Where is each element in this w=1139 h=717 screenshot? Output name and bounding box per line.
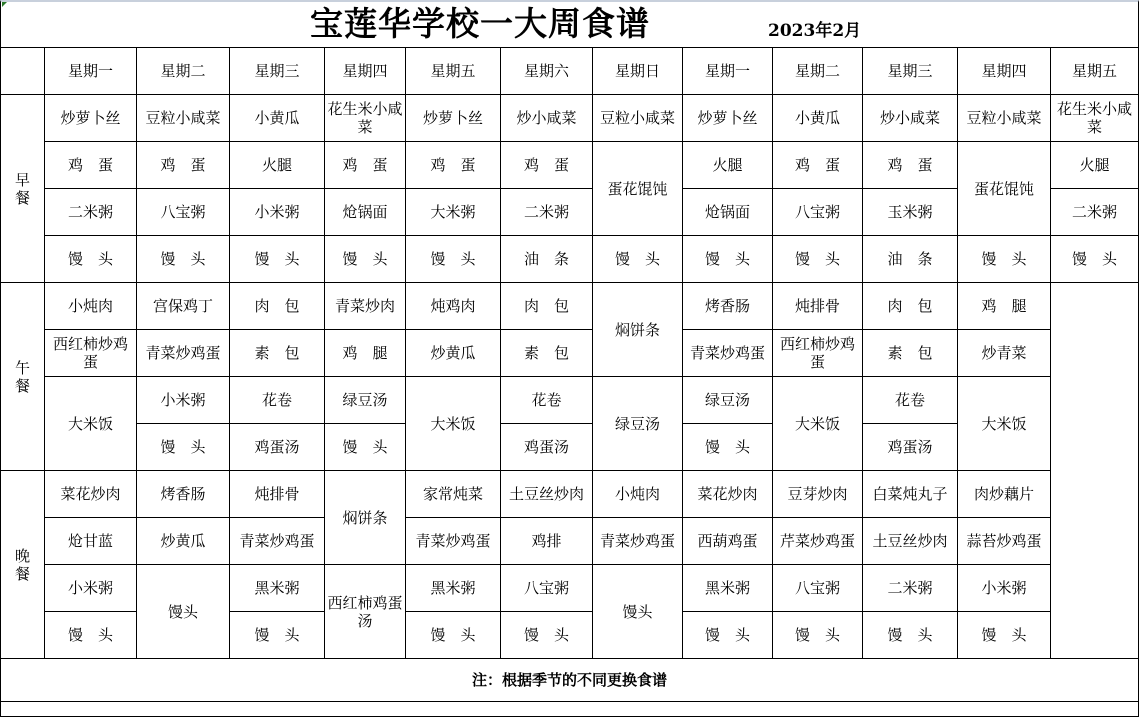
table-header-row <box>1 48 1139 95</box>
menu-cell[interactable]: 馒 头 <box>501 612 593 659</box>
menu-cell[interactable]: 宫保鸡丁 <box>137 283 230 330</box>
menu-cell[interactable]: 小黄瓜 <box>773 95 863 142</box>
menu-cell[interactable]: 花生米小咸菜 <box>1051 95 1139 142</box>
menu-cell[interactable]: 小米粥 <box>230 189 325 236</box>
menu-cell[interactable]: 馒 头 <box>137 424 230 471</box>
menu-cell-merged[interactable]: 大米饭 <box>958 377 1051 471</box>
menu-cell[interactable]: 炝锅面 <box>683 189 773 236</box>
menu-cell[interactable]: 青菜炒鸡蛋 <box>406 518 501 565</box>
column-header[interactable]: 星期二 <box>137 48 230 95</box>
dinner-row-1 <box>1 471 1139 518</box>
menu-cell[interactable]: 鸡 腿 <box>958 283 1051 330</box>
menu-cell[interactable]: 馒 头 <box>230 612 325 659</box>
menu-cell[interactable]: 西葫鸡蛋 <box>683 518 773 565</box>
menu-cell-merged[interactable]: 大米饭 <box>773 377 863 471</box>
menu-cell[interactable]: 炖鸡肉 <box>406 283 501 330</box>
menu-cell[interactable]: 馒 头 <box>137 236 230 283</box>
dinner-row-2 <box>1 518 1139 565</box>
menu-cell[interactable]: 馒 头 <box>683 612 773 659</box>
menu-cell[interactable]: 馒 头 <box>683 424 773 471</box>
menu-cell[interactable]: 油 条 <box>501 236 593 283</box>
menu-cell[interactable]: 鸡 蛋 <box>406 142 501 189</box>
menu-cell-merged[interactable]: 大米饭 <box>45 377 137 471</box>
menu-cell[interactable]: 小米粥 <box>958 565 1051 612</box>
menu-cell[interactable]: 肉炒藕片 <box>958 471 1051 518</box>
menu-cell[interactable]: 豆粒小咸菜 <box>593 95 683 142</box>
menu-cell[interactable]: 鸡蛋汤 <box>230 424 325 471</box>
menu-cell[interactable]: 鸡 蛋 <box>325 142 406 189</box>
menu-cell[interactable]: 炒小咸菜 <box>863 95 958 142</box>
menu-date: 2023年2月 <box>768 21 862 41</box>
menu-cell[interactable]: 八宝粥 <box>773 189 863 236</box>
menu-cell[interactable]: 鸡 蛋 <box>773 142 863 189</box>
menu-cell[interactable]: 花卷 <box>863 377 958 424</box>
menu-cell[interactable]: 土豆丝炒肉 <box>501 471 593 518</box>
menu-cell[interactable]: 黑米粥 <box>683 565 773 612</box>
menu-cell[interactable]: 馒 头 <box>773 236 863 283</box>
column-header[interactable]: 星期五 <box>406 48 501 95</box>
menu-cell[interactable]: 炖排骨 <box>773 283 863 330</box>
menu-cell[interactable]: 白菜炖丸子 <box>863 471 958 518</box>
cell-selection-marker <box>2 2 7 7</box>
menu-cell[interactable]: 炒萝卜丝 <box>45 95 137 142</box>
menu-cell[interactable]: 鸡蛋汤 <box>501 424 593 471</box>
menu-cell[interactable]: 芹菜炒鸡蛋 <box>773 518 863 565</box>
menu-cell[interactable]: 馒 头 <box>593 236 683 283</box>
menu-cell[interactable]: 馒 头 <box>958 612 1051 659</box>
menu-cell[interactable]: 馒 头 <box>230 236 325 283</box>
menu-cell[interactable]: 豆芽炒肉 <box>773 471 863 518</box>
column-header[interactable]: 星期三 <box>230 48 325 95</box>
meal-label-dinner[interactable]: 晚餐 <box>1 471 45 659</box>
menu-cell[interactable]: 黑米粥 <box>406 565 501 612</box>
menu-cell[interactable]: 花卷 <box>501 377 593 424</box>
menu-cell[interactable]: 馒 头 <box>1051 236 1139 283</box>
menu-cell[interactable]: 八宝粥 <box>501 565 593 612</box>
menu-cell[interactable]: 青菜炒鸡蛋 <box>593 518 683 565</box>
empty-cell[interactable] <box>1051 283 1139 659</box>
menu-cell[interactable]: 肉 包 <box>501 283 593 330</box>
menu-cell[interactable]: 菜花炒肉 <box>45 471 137 518</box>
menu-cell[interactable]: 馒 头 <box>863 612 958 659</box>
menu-cell[interactable]: 鸡 腿 <box>325 330 406 377</box>
menu-cell[interactable]: 烤香肠 <box>683 283 773 330</box>
menu-cell[interactable]: 炝锅面 <box>325 189 406 236</box>
menu-cell-merged[interactable]: 西红柿鸡蛋汤 <box>325 565 406 659</box>
menu-cell[interactable]: 玉米粥 <box>863 189 958 236</box>
menu-cell[interactable]: 馒 头 <box>773 612 863 659</box>
menu-cell[interactable]: 炒黄瓜 <box>406 330 501 377</box>
footer-row <box>1 659 1139 702</box>
menu-cell[interactable]: 蒜苔炒鸡蛋 <box>958 518 1051 565</box>
meal-label-lunch[interactable]: 午餐 <box>1 283 45 471</box>
meal-label-breakfast[interactable]: 早餐 <box>1 95 45 283</box>
menu-cell[interactable]: 肉 包 <box>230 283 325 330</box>
menu-cell[interactable]: 鸡 蛋 <box>45 142 137 189</box>
menu-cell[interactable]: 馒 头 <box>683 236 773 283</box>
menu-cell[interactable]: 馒 头 <box>406 236 501 283</box>
column-header[interactable]: 星期四 <box>958 48 1051 95</box>
menu-cell[interactable]: 二米粥 <box>45 189 137 236</box>
menu-cell[interactable]: 二米粥 <box>501 189 593 236</box>
menu-cell[interactable]: 素 包 <box>230 330 325 377</box>
menu-cell[interactable]: 青菜炒鸡蛋 <box>683 330 773 377</box>
menu-cell[interactable]: 鸡 蛋 <box>137 142 230 189</box>
column-header[interactable]: 星期六 <box>501 48 593 95</box>
menu-cell[interactable]: 花卷 <box>230 377 325 424</box>
menu-cell-merged[interactable]: 馒头 <box>593 565 683 659</box>
menu-cell[interactable]: 豆粒小咸菜 <box>958 95 1051 142</box>
menu-cell[interactable]: 绿豆汤 <box>683 377 773 424</box>
menu-cell[interactable]: 馒 头 <box>45 236 137 283</box>
menu-cell[interactable]: 油 条 <box>863 236 958 283</box>
menu-cell[interactable]: 馒 头 <box>325 424 406 471</box>
menu-cell[interactable]: 花生米小咸菜 <box>325 95 406 142</box>
breakfast-row-2 <box>1 142 1139 189</box>
column-header[interactable]: 星期三 <box>863 48 958 95</box>
menu-cell[interactable]: 西红柿炒鸡蛋 <box>45 330 137 377</box>
menu-cell[interactable]: 馒 头 <box>958 236 1051 283</box>
menu-cell[interactable]: 炒萝卜丝 <box>683 95 773 142</box>
corner-cell[interactable] <box>1 48 45 95</box>
menu-cell-merged[interactable]: 蛋花馄饨 <box>593 142 683 236</box>
menu-cell[interactable]: 大米粥 <box>406 189 501 236</box>
column-header[interactable]: 星期日 <box>593 48 683 95</box>
menu-cell-merged[interactable]: 蛋花馄饨 <box>958 142 1051 236</box>
column-header[interactable]: 星期二 <box>773 48 863 95</box>
menu-cell[interactable]: 鸡 蛋 <box>863 142 958 189</box>
menu-cell[interactable]: 土豆丝炒肉 <box>863 518 958 565</box>
menu-cell-merged[interactable]: 绿豆汤 <box>593 377 683 471</box>
lunch-row-3 <box>1 377 1139 424</box>
menu-cell[interactable]: 二米粥 <box>1051 189 1139 236</box>
breakfast-row-4 <box>1 236 1139 283</box>
menu-table <box>0 47 1139 702</box>
menu-cell[interactable]: 鸡 蛋 <box>501 142 593 189</box>
menu-cell[interactable]: 炖排骨 <box>230 471 325 518</box>
menu-cell[interactable]: 豆粒小咸菜 <box>137 95 230 142</box>
menu-cell[interactable]: 鸡蛋汤 <box>863 424 958 471</box>
menu-cell[interactable]: 炒小咸菜 <box>501 95 593 142</box>
menu-cell-merged[interactable]: 焖饼条 <box>325 471 406 565</box>
menu-cell[interactable]: 青菜炒鸡蛋 <box>230 518 325 565</box>
menu-cell[interactable]: 菜花炒肉 <box>683 471 773 518</box>
menu-cell[interactable]: 烤香肠 <box>137 471 230 518</box>
column-header[interactable]: 星期一 <box>683 48 773 95</box>
menu-cell[interactable]: 黑米粥 <box>230 565 325 612</box>
menu-cell[interactable]: 家常炖菜 <box>406 471 501 518</box>
menu-cell[interactable]: 炒萝卜丝 <box>406 95 501 142</box>
menu-cell[interactable]: 八宝粥 <box>773 565 863 612</box>
menu-cell[interactable]: 素 包 <box>863 330 958 377</box>
menu-cell[interactable]: 馒 头 <box>45 612 137 659</box>
column-header[interactable]: 星期五 <box>1051 48 1139 95</box>
menu-cell[interactable]: 鸡排 <box>501 518 593 565</box>
menu-cell[interactable]: 小炖肉 <box>45 283 137 330</box>
menu-cell[interactable]: 青菜炒肉 <box>325 283 406 330</box>
column-header[interactable]: 星期一 <box>45 48 137 95</box>
menu-cell[interactable]: 绿豆汤 <box>325 377 406 424</box>
menu-cell[interactable]: 小米粥 <box>137 377 230 424</box>
lunch-row-2 <box>1 330 1139 377</box>
menu-cell-merged[interactable]: 大米饭 <box>406 377 501 471</box>
menu-cell[interactable]: 青菜炒鸡蛋 <box>137 330 230 377</box>
lunch-row-1 <box>1 283 1139 330</box>
dinner-row-3 <box>1 565 1139 612</box>
column-header[interactable]: 星期四 <box>325 48 406 95</box>
breakfast-row-1 <box>1 95 1139 142</box>
menu-cell[interactable]: 素 包 <box>501 330 593 377</box>
menu-cell[interactable]: 火腿 <box>683 142 773 189</box>
menu-cell[interactable]: 炒黄瓜 <box>137 518 230 565</box>
menu-cell[interactable]: 八宝粥 <box>137 189 230 236</box>
menu-cell[interactable]: 小米粥 <box>45 565 137 612</box>
menu-cell[interactable]: 炒青菜 <box>958 330 1051 377</box>
menu-cell[interactable]: 炝甘蓝 <box>45 518 137 565</box>
menu-cell[interactable]: 西红柿炒鸡蛋 <box>773 330 863 377</box>
menu-cell-merged[interactable]: 馒头 <box>137 565 230 659</box>
menu-cell-merged[interactable]: 焖饼条 <box>593 283 683 377</box>
menu-cell[interactable]: 二米粥 <box>863 565 958 612</box>
menu-cell[interactable]: 火腿 <box>230 142 325 189</box>
menu-cell[interactable]: 馒 头 <box>325 236 406 283</box>
menu-cell[interactable]: 小炖肉 <box>593 471 683 518</box>
menu-cell[interactable]: 肉 包 <box>863 283 958 330</box>
page-title: 宝莲华学校一大周食谱 <box>310 4 650 43</box>
footer-note[interactable]: 注：根据季节的不同更换食谱 <box>1 659 1139 702</box>
menu-cell[interactable]: 小黄瓜 <box>230 95 325 142</box>
menu-cell[interactable]: 馒 头 <box>406 612 501 659</box>
menu-cell[interactable]: 火腿 <box>1051 142 1139 189</box>
